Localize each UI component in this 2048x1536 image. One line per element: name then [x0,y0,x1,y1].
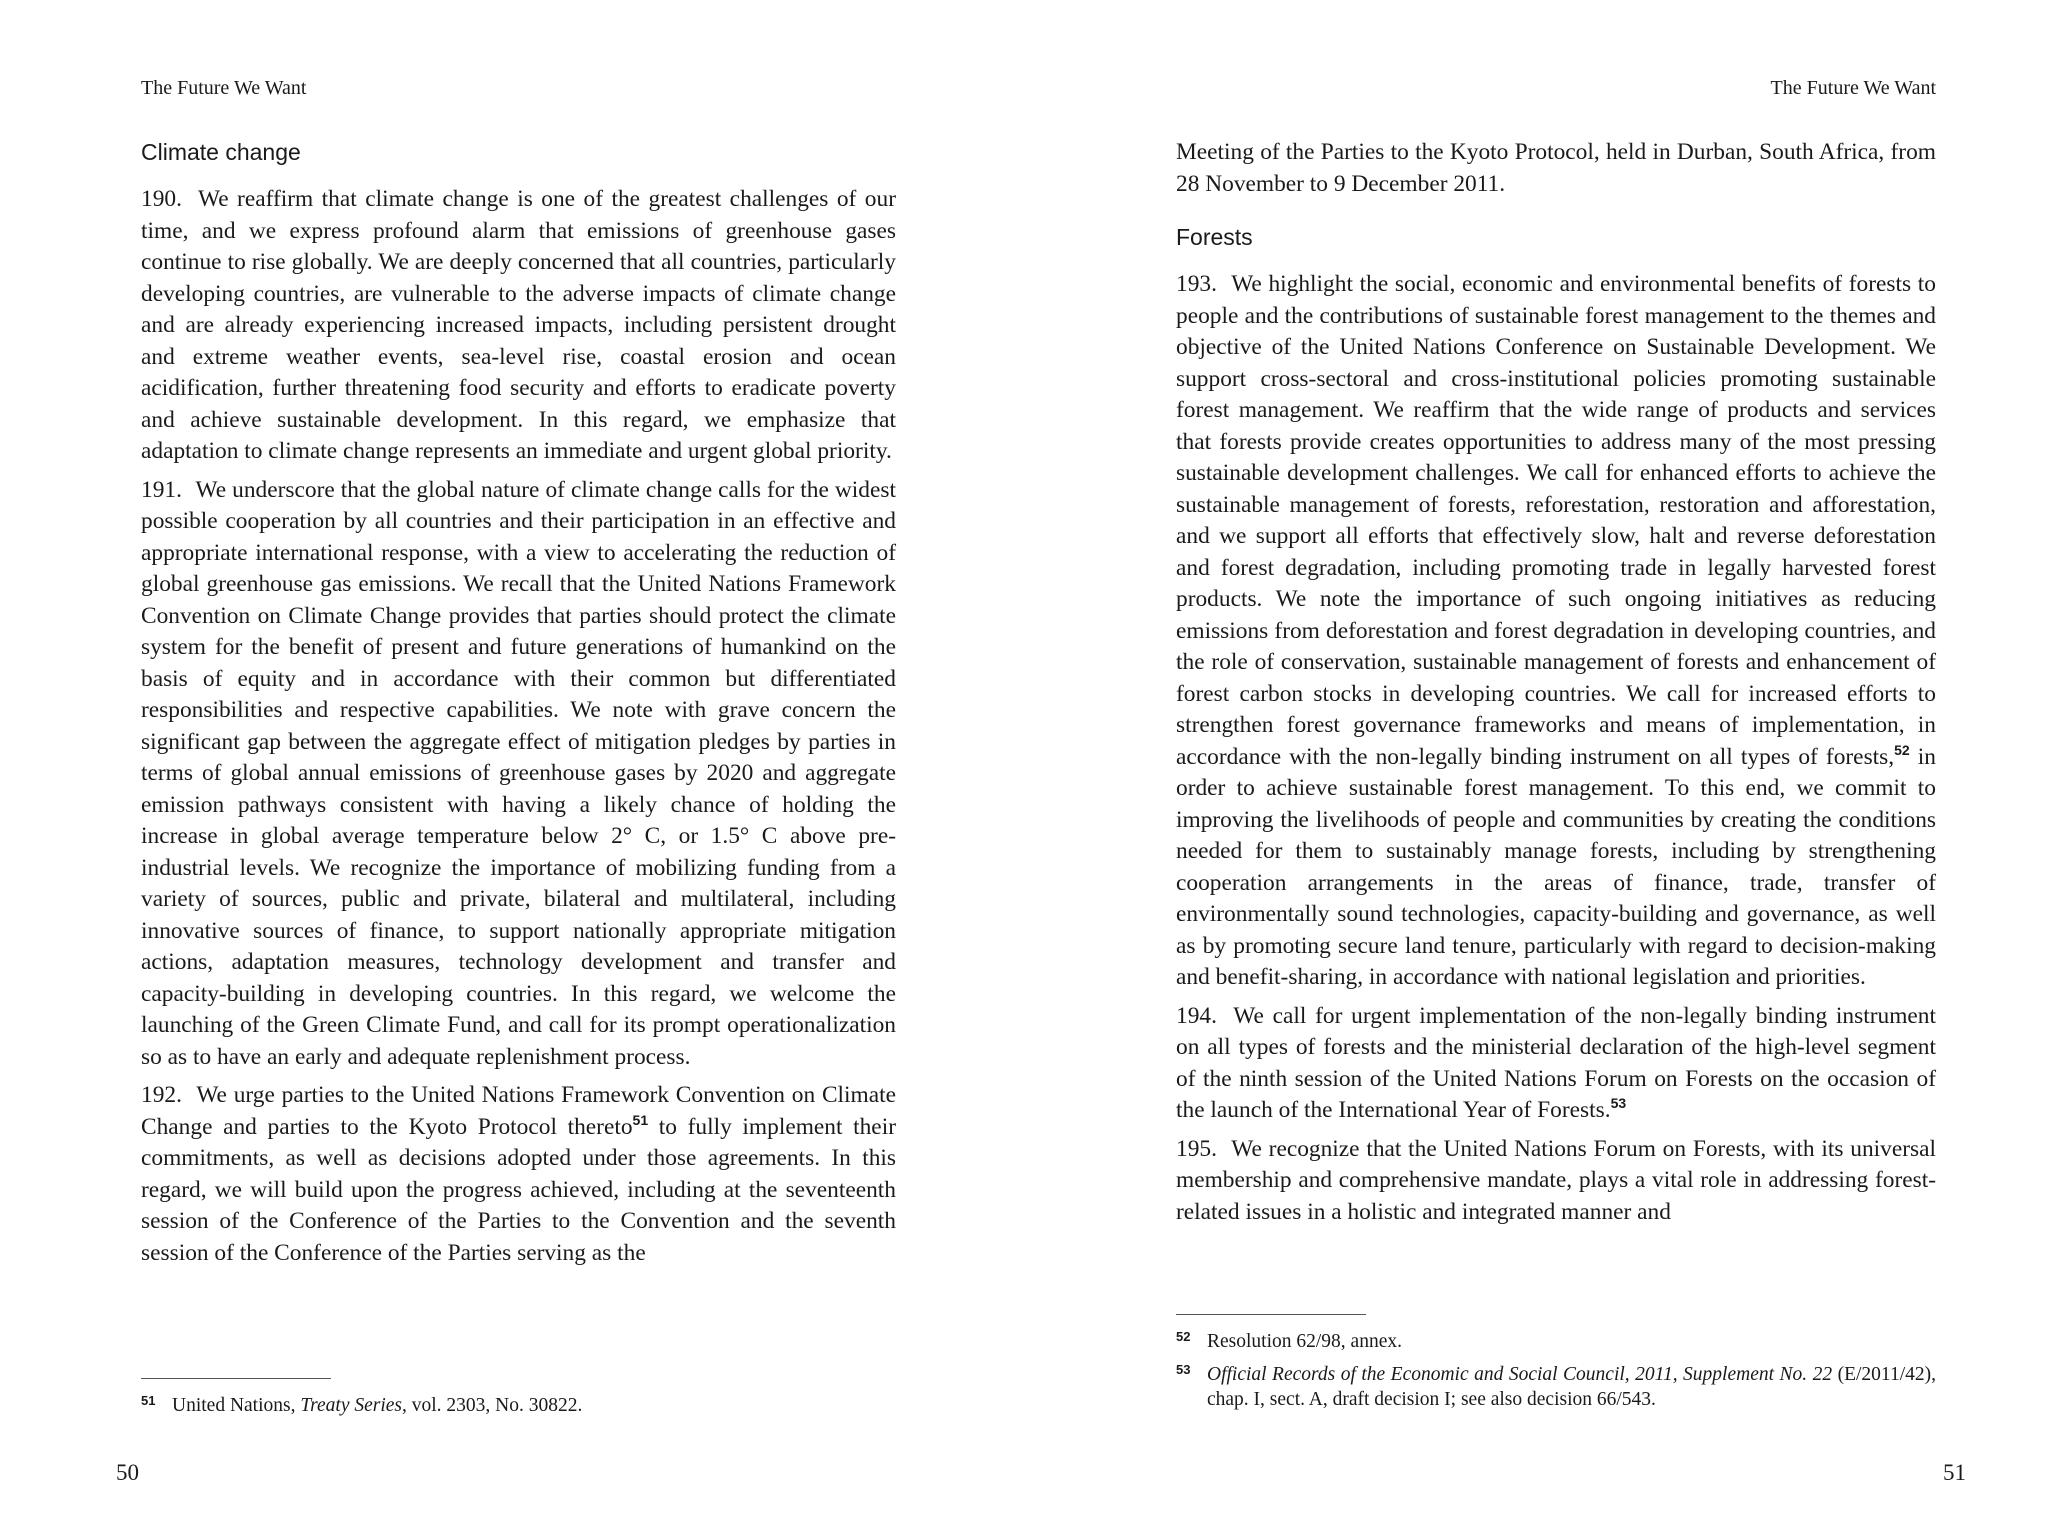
section-heading-climate-change: Climate change [141,139,301,165]
footnote-mark: 52 [1176,1329,1191,1344]
page-number: 50 [116,1460,139,1485]
footnote-text: Resolution 62/98, annex. [1207,1331,1402,1352]
footnote-51 [141,1393,896,1418]
paragraph-191 [141,475,896,1074]
paragraph-text: We underscore that the global nature of climate change calls for the widest possible cooperation by all countries and their participation in an effective and appropriate international response, with a view to accelerating the reduction of global greenhouse gas emissions. We recall that the United Nations Framework Convention on Climate Change provides that parties should protect the climate system for the benefit of present and future generations of humankind on the basis of equity and in accordance with their common but differentiated responsibilities and respective capabilities. We note with grave concern the significant gap between the aggregate effect of mitigation pledges by parties in terms of global annual emissions of greenhouse gases by 2020 and aggregate emission pathways consistent with having a likely chance of holding the increase in global average temperature below 2° C, or 1.5° C above pre-industrial levels. We recognize the importance of mobilizing funding from a variety of sources, public and private, bilateral and multilateral, including innovative sources of finance, to support nationally appropriate mitigation actions, adaptation measures, technology development and transfer and capacity-building in developing countries. In this regard, we welcome the launching of the Green Climate Fund, and call for its prompt operationalization so as to have an early and adequate replenishment process. [141,476,896,1070]
paragraph-number: 191. [141,476,182,503]
paragraph-number: 194. [1176,1002,1217,1029]
paragraph-text: We reaffirm that climate change is one of the greatest challenges of our time, and we express profound alarm that emissions of greenhouse gases continue to rise globally. We are deeply concerned that all countries, particularly developing countries, are vulnerable to the adverse impacts of climate change and are already experiencing increased impacts, including persistent drought and extreme weather events, sea-level rise, coastal erosion and ocean acidification, further threatening food security and efforts to eradicate poverty and achieve sustainable development. In this regard, we emphasize that adaptation to climate change represents an immediate and urgent global priority. [141,186,896,464]
paragraph-text: We call for urgent implementation of the non-legally binding instrument on all types of forests and the ministerial declaration of the high-level segment of the ninth session of the United Nations Forum on Forests on the occasion of the launch of the International Year of Forests. [1176,1002,1936,1123]
paragraph-text: in order to achieve sustainable forest management. To this end, we commit to improving the livelihoods of people and communities by creating the conditions needed for them to sustainably manage forests, including by strengthening cooperation arrangements in the areas of finance, trade, transfer of environmentally sound technologies, capacity-building and governance, as well as by promoting secure land tenure, particularly with regard to decision-making and benefit-sharing, in accordance with national legislation and priorities. [1176,743,1936,990]
paragraph-192 [141,1080,896,1269]
footnote-text: (E/2011/42), chap. I, sect. A, draft decision I; see also decision 66/543. [1207,1364,1936,1410]
paragraph-text: to fully implement their commitments, as well as decisions adopted under those agreements. In this regard, we will build upon the progress achieved, including at the seventeenth session of the Conference of the Parties to the Convention and the seventh session of the Conference of the Parties serving as the [141,1113,896,1266]
paragraph-number: 190. [141,186,182,212]
page-number: 51 [1943,1460,1966,1485]
footnote-separator [141,1378,331,1379]
paragraph-number: 192. [141,1082,182,1108]
paragraph-190 [141,184,896,468]
paragraph-195 [1176,1134,1936,1229]
paragraph-number: 193. [1176,271,1217,297]
paragraph-193 [1176,269,1936,994]
footnote-mark: 51 [141,1393,156,1408]
paragraph-text: We urge parties to the United Nations Framework Convention on Climate Change and parties to the Kyoto Protocol thereto [141,1082,897,1140]
footnote-52 [1176,1329,1936,1354]
paragraph-194 [1176,1001,1936,1127]
paragraph-text: We highlight the social, economic and environmental benefits of forests to people and the contributions of sustainable forest management to the themes and objective of the United Nations Conference on Sustainable Development. We support cross-sectoral and cross-institutional policies promoting sustainable forest management. We reaffirm that the wide range of products and services that forests provide creates opportunities to address many of the most pressing sustainable development challenges. We call for enhanced efforts to achieve the sustainable management of forests, reforestation, restoration and afforestation, and we support all efforts that effectively slow, halt and reverse deforestation and forest degradation, including promoting trade in legally harvested forest products. We note the importance of such ongoing initiatives as reducing emissions from deforestation and forest degradation in developing countries, and the role of conservation, sustainable management of forests and enhancement of forest carbon stocks in developing countries. We call for increased efforts to strengthen forest governance frameworks and means of implementation, in accordance with the non-legally binding instrument on all types of forests, [1176,271,1936,770]
right-page [1024,0,2048,1536]
left-body-text [141,184,896,1269]
footnotes [1176,1329,1936,1420]
footnote-mark: 53 [1176,1362,1191,1377]
paragraph-number: 195. [1176,1135,1217,1162]
footnote-53 [1176,1362,1936,1412]
footnotes [141,1393,896,1426]
footnote-separator [1176,1314,1366,1315]
footnote-reference-52[interactable]: 52 [1894,741,1910,758]
footnote-italic-title: Treaty Series [300,1395,403,1416]
continuation-text [1176,137,1936,200]
footnote-text: United Nations, [172,1395,301,1416]
footnote-italic-title: Official Records of the Economic and Social Council, 2011, Supplement No. 22 [1207,1364,1833,1385]
paragraph-text: We recognize that the United Nations Forum on Forests, with its universal membership and comprehensive mandate, plays a vital role in addressing forest-related issues in a holistic and integrated manner and [1176,1135,1936,1225]
footnote-text: , vol. 2303, No. 30822. [402,1395,583,1416]
section-heading-forests: Forests [1176,224,1253,250]
right-body-text [1176,269,1936,1228]
footnote-reference-53[interactable]: 53 [1610,1095,1627,1111]
running-head: The Future We Want [1770,77,1936,99]
footnote-reference-51[interactable]: 51 [632,1111,649,1128]
running-head: The Future We Want [141,77,307,99]
paragraph-192-continued: Meeting of the Parties to the Kyoto Protocol, held in Durban, South Africa, from 28 November to 9 December 2011. [1176,139,1936,197]
